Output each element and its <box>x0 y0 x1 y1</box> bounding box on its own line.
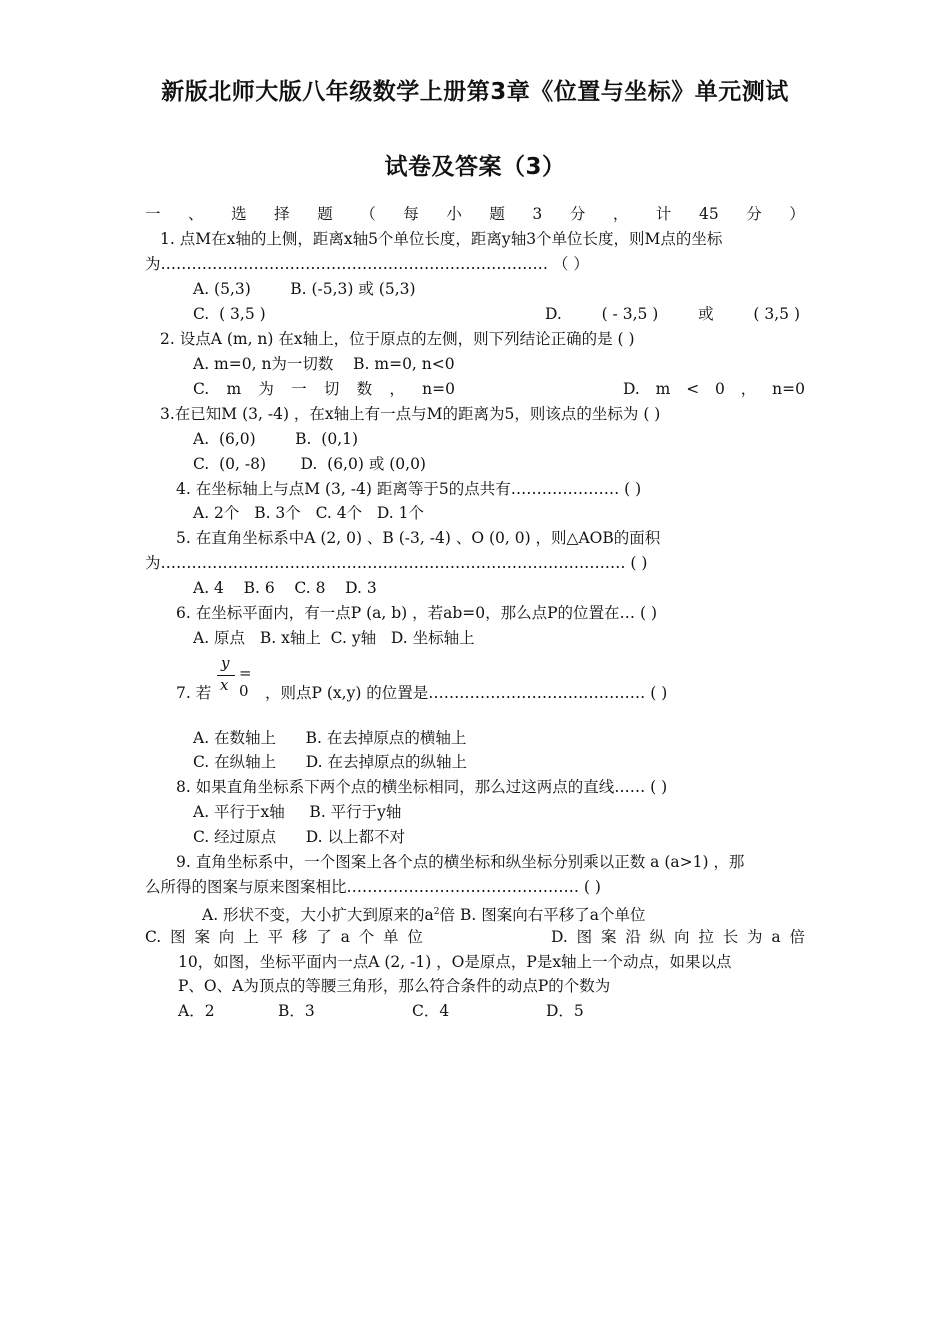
q6-options: A. 原点 B. x轴上 C. y轴 D. 坐标轴上 <box>193 629 475 647</box>
page-title-line1: 新版北师大版八年级数学上册第3章《位置与坐标》单元测试 <box>161 79 789 105</box>
page-title-line2: 试卷及答案（3） <box>384 154 566 180</box>
q7-options-cd: C. 在纵轴上 D. 在去掉原点的纵轴上 <box>193 753 467 771</box>
q1-stem-line2: 为………………………………………………………………… （ ） <box>145 255 589 273</box>
q8-options-cd: C. 经过原点 D. 以上都不对 <box>193 828 405 846</box>
q9-option-c: C. 图 案 向 上 平 移 了 a 个 单 位 <box>145 928 423 946</box>
q5-stem-line2: 为……………………………………………………………………………… ( ) <box>145 554 648 572</box>
q2-option-d: D. m < 0 ， n=0 <box>623 380 805 398</box>
q7-prefix: 7. 若 <box>176 684 212 702</box>
q7-stem: ，则点P (x,y) 的位置是…………………………………… ( ) <box>265 684 668 702</box>
q9-stem-line2: 么所得的图案与原来图案相比……………………………………… ( ) <box>145 878 601 896</box>
q2-stem: 2. 设点A (m, n) 在x轴上，位于原点的左侧，则下列结论正确的是 ( ) <box>160 330 635 348</box>
q8-stem: 8. 如果直角坐标系下两个点的横坐标相同，那么过这两点的直线…… ( ) <box>176 778 668 796</box>
q2-options-ab: A. m=0, n为一切数 B. m=0, n<0 <box>193 355 455 373</box>
q7-fraction-equals: = 0 <box>239 664 252 700</box>
q7-fraction-numerator: y <box>221 654 230 672</box>
q10-option-c: C．4 <box>412 1002 450 1020</box>
q3-stem: 3.在已知M (3, -4) ，在x轴上有一点与M的距离为5，则该点的坐标为 ( ) <box>160 405 661 423</box>
q4-stem: 4. 在坐标轴上与点M (3, -4) 距离等于5的点共有………………… ( ) <box>176 480 642 498</box>
q7-options-ab: A. 在数轴上 B. 在去掉原点的横轴上 <box>193 729 467 747</box>
q9-options-ab: A. 形状不变，大小扩大到原来的$a^2$倍 B. 图案向右平移了a个单位 <box>202 906 646 925</box>
q5-stem-line1: 5. 在直角坐标系中A (2, 0) 、B (-3, -4) 、O (0, 0) ，则△AOB的面积 <box>176 529 661 547</box>
q1-option-d: D. ( - 3,5 ) 或 ( 3,5 ) <box>545 305 800 323</box>
q1-options-ab: A. (5,3) B. (-5,3) 或 (5,3) <box>193 280 416 298</box>
q10-stem-line2: P、O、A为顶点的等腰三角形，那么符合条件的动点P的个数为 <box>178 977 611 995</box>
q3-options-cd: C. (0, -8) D. (6,0) 或 (0,0) <box>193 455 426 473</box>
q3-options-ab: A. (6,0) B. (0,1) <box>193 430 359 448</box>
q8-options-ab: A. 平行于x轴 B. 平行于y轴 <box>193 803 402 821</box>
q10-option-b: B．3 <box>278 1002 315 1020</box>
q10-stem-line1: 10，如图，坐标平面内一点A (2, -1) ，O是原点，P是x轴上一个动点，如果以点 <box>178 953 732 971</box>
q10-option-d: D．5 <box>546 1002 584 1020</box>
q5-options: A. 4 B. 6 C. 8 D. 3 <box>193 579 377 597</box>
q1-stem-line1: 1. 点M在x轴的上侧，距离x轴5个单位长度，距离y轴3个单位长度，则M点的坐标 <box>160 230 723 248</box>
section-header: 一 、 选 择 题 （ 每 小 题 3 分 ， 计 45 分 ） <box>145 205 805 223</box>
q10-option-a: A．2 <box>178 1002 215 1020</box>
q2-option-c: C. m 为 一 切 数 ， n=0 <box>193 380 455 398</box>
q7-fraction-denominator: x <box>220 676 229 694</box>
q4-options: A. 2个 B. 3个 C. 4个 D. 1个 <box>193 504 424 522</box>
q9-option-d: D. 图 案 沿 纵 向 拉 长 为 a 倍 <box>551 928 805 946</box>
q9-stem-line1: 9. 直角坐标系中，一个图案上各个点的横坐标和纵坐标分别乘以正数 a (a>1) ，那 <box>176 853 745 871</box>
q1-option-c: C. ( 3,5 ) <box>193 305 266 323</box>
q6-stem: 6. 在坐标平面内，有一点P (a, b) ，若ab=0，那么点P的位置在… ( ) <box>176 604 658 622</box>
